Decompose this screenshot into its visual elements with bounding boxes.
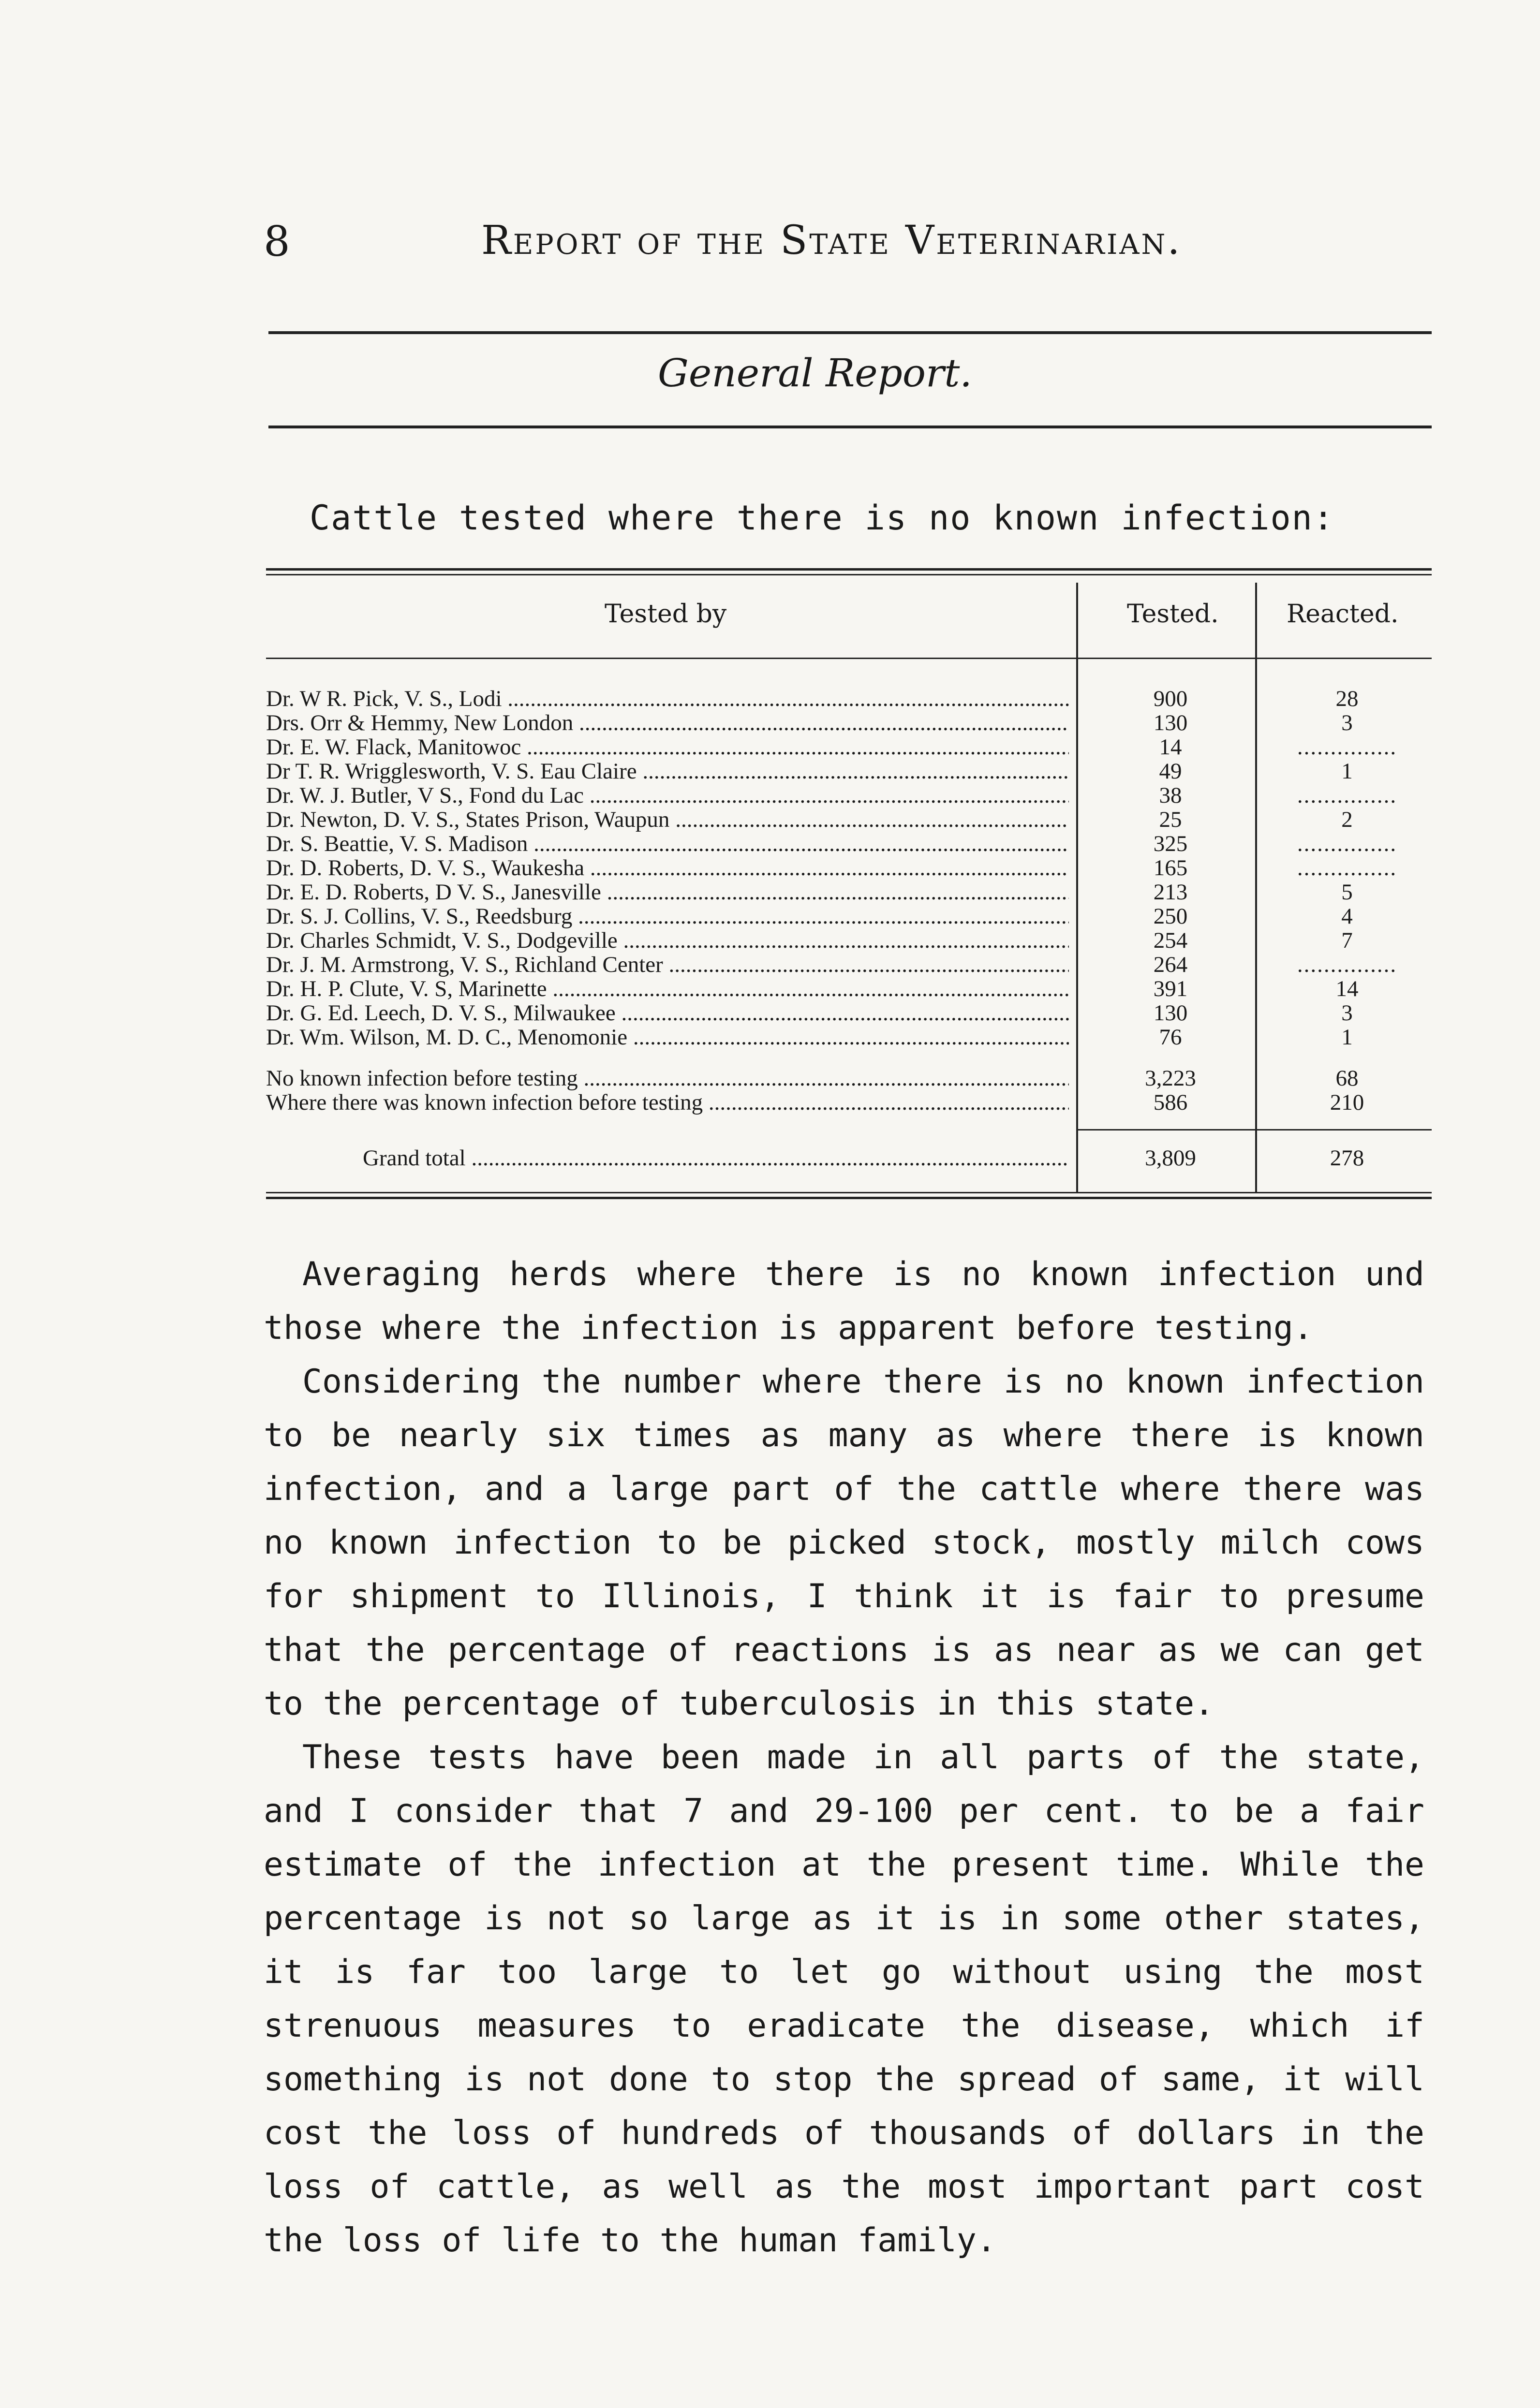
row-tested: 250 (1153, 904, 1188, 929)
section-rule (268, 426, 1432, 428)
row-tested: 165 (1153, 855, 1188, 881)
row-tested: 14 (1159, 734, 1182, 760)
row-examiner: Dr. W R. Pick, V. S., Lodi ..... (266, 687, 1069, 711)
row-tested: 254 (1153, 928, 1188, 953)
table-row (266, 808, 1432, 832)
table-row (266, 832, 1432, 856)
row-reacted (1262, 832, 1432, 856)
running-head (264, 218, 1424, 271)
row-tested: 213 (1153, 880, 1188, 905)
table-row (266, 1001, 1432, 1025)
table-row (266, 977, 1432, 1001)
subtotal-label: No known infection before testing ..... (266, 1066, 1069, 1090)
row-tested: 38 (1159, 783, 1182, 808)
table-row (266, 928, 1432, 953)
row-reacted: 1 (1341, 759, 1353, 784)
row-reacted (1262, 735, 1432, 759)
row-tested: 130 (1153, 1000, 1188, 1026)
subtotal-row (266, 1066, 1432, 1090)
row-examiner: Dr. Newton, D. V. S., States Prison, Waupun ..... (266, 808, 1069, 832)
row-reacted: 7 (1341, 928, 1353, 953)
row-tested: 76 (1159, 1025, 1182, 1050)
row-examiner: Dr. Wm. Wilson, M. D. C., Menomonie ..... (266, 1025, 1069, 1049)
row-reacted: 1 (1341, 1025, 1353, 1050)
table-top-double-rule (266, 568, 1432, 571)
row-examiner: Dr. H. P. Clute, V. S, Marinette ..... (266, 977, 1069, 1001)
table-caption: Cattle tested where there is no known infection: (310, 498, 1334, 538)
row-reacted: 14 (1335, 976, 1359, 1001)
row-reacted: 3 (1341, 710, 1353, 735)
row-tested: 130 (1153, 710, 1188, 735)
row-reacted (1262, 856, 1432, 880)
subtotal-label: Where there was known infection before testing ..... (266, 1090, 1069, 1115)
running-title: Report of the State Veterinarian. (481, 218, 1182, 264)
row-examiner: Dr. G. Ed. Leech, D. V. S., Milwaukee ..... (266, 1001, 1069, 1025)
section-title: General Report. (658, 351, 972, 396)
table-row (266, 735, 1432, 759)
column-header-reacted: Reacted. (1287, 600, 1399, 629)
subtotal-tested: 586 (1153, 1090, 1188, 1115)
row-examiner: Dr. E. D. Roberts, D V. S., Janesville ..... (266, 880, 1069, 904)
grand-total-rule (1076, 1129, 1432, 1131)
table-row (266, 856, 1432, 880)
paragraph: These tests have been made in all parts of the state, and I consider that 7 and 29-100 per cent. to be a fair estimate of the infection at the present time. While the percentage is not so large as it is in some other states, it is far too large to let go without using the most strenuous measures to eradicate the disease, which if something is not done to stop the spread of same, it will cost the loss of hundreds of thousands of dollars in the loss of cattle, as well as the most important part cost the loss of life to the human family. (264, 1738, 1424, 2260)
subtotal-tested: 3,223 (1145, 1066, 1196, 1091)
row-reacted: 3 (1341, 1000, 1353, 1026)
table-bottom-double-rule (266, 1192, 1432, 1193)
row-reacted: 2 (1341, 807, 1353, 832)
row-examiner: Dr. J. M. Armstrong, V. S., Richland Center ..... (266, 953, 1069, 977)
table-row (266, 783, 1432, 808)
table-row (266, 904, 1432, 928)
table-row (266, 1025, 1432, 1049)
row-examiner: Dr. W. J. Butler, V S., Fond du Lac ..... (266, 783, 1069, 808)
row-tested: 391 (1153, 976, 1188, 1001)
grand-total-row (266, 1146, 1432, 1170)
grand-total-tested: 3,809 (1145, 1145, 1196, 1171)
cattle-test-table (266, 568, 1432, 1216)
row-examiner: Dr. S. Beattie, V. S. Madison ..... (266, 832, 1069, 856)
table-row (266, 880, 1432, 904)
row-examiner: Drs. Orr & Hemmy, New London ..... (266, 711, 1069, 735)
row-examiner: Dr. E. W. Flack, Manitowoc ..... (266, 735, 1069, 759)
grand-total-label: Grand total ..... (363, 1146, 1069, 1170)
row-tested: 325 (1153, 831, 1188, 856)
column-header-tested: Tested. (1127, 600, 1219, 629)
table-row (266, 711, 1432, 735)
row-tested: 49 (1159, 759, 1182, 784)
row-tested: 264 (1153, 952, 1188, 977)
table-row (266, 687, 1432, 711)
table-row (266, 953, 1432, 977)
row-tested: 25 (1159, 807, 1182, 832)
body-text (264, 1248, 1424, 2267)
row-examiner: Dr T. R. Wrigglesworth, V. S. Eau Claire ..... (266, 759, 1069, 783)
table-row (266, 759, 1432, 783)
subtotal-reacted: 68 (1335, 1066, 1359, 1091)
row-reacted: 4 (1341, 904, 1353, 929)
row-reacted (1262, 783, 1432, 808)
row-tested: 900 (1153, 686, 1188, 711)
subtotal-reacted: 210 (1330, 1090, 1364, 1115)
paragraph: Considering the number where there is no known infection to be nearly six times as many as where there is known infection, and a large part of the cattle where there was no known infection to be picked stock, mostly milch cows for shipment to Illinois, I think it is fair to presume that the percentage of reactions is as near as we can get to the percentage of tuberculosis in this state. (264, 1363, 1424, 1723)
grand-total-reacted: 278 (1330, 1145, 1364, 1171)
top-rule (268, 331, 1432, 334)
column-header-tested-by: Tested by (605, 600, 727, 629)
row-examiner: Dr. Charles Schmidt, V. S., Dodgeville ..... (266, 928, 1069, 953)
paragraph: Averaging herds where there is no known infection und those where the infection is apparent before testing. (264, 1255, 1424, 1347)
page-number: 8 (264, 218, 290, 266)
row-examiner: Dr. S. J. Collins, V. S., Reedsburg ..... (266, 904, 1069, 928)
table-bottom-double-rule-2 (266, 1197, 1432, 1199)
row-reacted (1262, 953, 1432, 977)
subtotal-row (266, 1090, 1432, 1115)
row-reacted: 5 (1341, 880, 1353, 905)
row-reacted: 28 (1335, 686, 1359, 711)
row-examiner: Dr. D. Roberts, D. V. S., Waukesha ..... (266, 856, 1069, 880)
table-top-double-rule-2 (266, 574, 1432, 575)
